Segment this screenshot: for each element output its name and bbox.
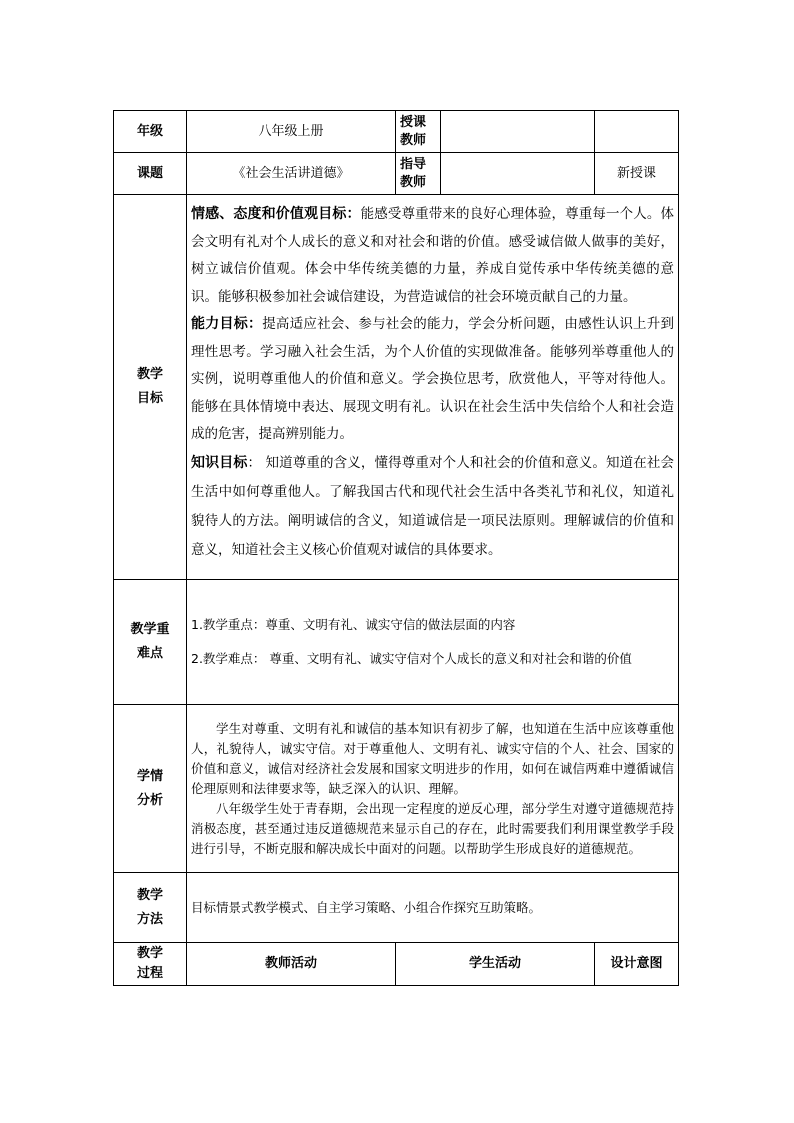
- lesson-type: 新授课: [595, 153, 679, 195]
- col-student-activity: 学生活动: [396, 943, 595, 986]
- emotion-title: 情感、态度和价值观目标：: [191, 206, 361, 222]
- objectives-row: [114, 195, 679, 580]
- objectives-content: [187, 195, 679, 580]
- analysis-content: [187, 705, 679, 873]
- topic-value: 《社会生活讲道德》: [187, 153, 396, 195]
- empty-cell: [595, 111, 679, 153]
- col-teacher-activity: 教师活动: [187, 943, 396, 986]
- advisor-value: [441, 153, 595, 195]
- analysis-para-1: 学生对尊重、文明有礼和诚信的基本知识有初步了解，也知道在生活中应该尊重他人，礼貌待人，诚实守信。对于尊重他人、文明有礼、诚实守信的个人、社会、国家的价值和意义，诚信对经济社会发展和国家文明进步的作用，如何在诚信两难中遵循诚信伦理原则和法律要求等，缺乏深入的认识、理解。: [191, 720, 675, 796]
- topic-row: [114, 153, 679, 195]
- process-row: [114, 943, 679, 986]
- grade-row: [114, 111, 679, 153]
- knowledge-text: ： 知道尊重的含义，懂得尊重对个人和社会的价值和意义。知道在社会生活中如何尊重他人。了解我国古代和现代社会生活中各类礼节和礼仪，知道礼貌待人的方法。阐明诚信的含义，知道诚信是一项民法原则。理解诚信的价值和意义，知道社会主义核心价值观对诚信的具体要求。: [191, 454, 675, 558]
- topic-label: 课题: [114, 153, 187, 195]
- ability-objective: [191, 311, 674, 449]
- key-points-content: [187, 580, 679, 705]
- col-design-intent: 设计意图: [595, 943, 679, 986]
- analysis-label: 学情分析: [114, 705, 187, 873]
- analysis-para-2: 八年级学生处于青春期，会出现一定程度的逆反心理，部分学生对遵守道德规范持消极态度，甚至通过违反道德规范来显示自己的存在，此时需要我们利用课堂教学手段进行引导，不断克服和解决成长中面对的问题。以帮助学生形成良好的道德规范。: [191, 800, 675, 856]
- analysis-row: [114, 705, 679, 873]
- emotion-objective: [191, 201, 674, 311]
- emotion-text: 能感受尊重带来的良好心理体验，尊重每一个人。体会文明有礼对个人成长的意义和对社会和谐的价值。感受诚信做人做事的美好，树立诚信价值观。体会中华传统美德的力量，养成自觉传承中华传统美德的意识。能够积极参加社会诚信建设，为营造诚信的社会环境贡献自己的力量。: [191, 206, 675, 305]
- key-point-2: 2.教学难点： 尊重、文明有礼、诚实守信对个人成长的意义和对社会和谐的价值: [191, 651, 632, 666]
- method-text: 目标情景式教学模式、自主学习策略、小组合作探究互助策略。: [187, 873, 679, 943]
- knowledge-objective: [191, 449, 674, 565]
- key-points-label: 教学重难点: [114, 580, 187, 705]
- teacher-value: [441, 111, 595, 153]
- objectives-label: 教学目标: [114, 195, 187, 580]
- advisor-label: 指导教师: [396, 153, 441, 195]
- key-point-1: 1.教学重点：尊重、文明有礼、诚实守信的做法层面的内容: [191, 617, 516, 632]
- ability-title: 能力目标：: [191, 316, 263, 332]
- teacher-label: 授课教师: [396, 111, 441, 153]
- grade-value: 八年级上册: [187, 111, 396, 153]
- lesson-plan-table: [113, 110, 679, 986]
- grade-label: 年级: [114, 111, 187, 153]
- knowledge-title: 知识目标: [191, 454, 248, 471]
- key-points-row: [114, 580, 679, 705]
- ability-text: 提高适应社会、参与社会的能力，学会分析问题，由感性认识上升到理性思考。学习融入社会生活，为个人价值的实现做准备。能够列举尊重他人的实例，说明尊重他人的价值和意义。学会换位思考，欣赏他人，平等对待他人。能够在具体情境中表达、展现文明有礼。认识在社会生活中失信给个人和社会造成的危害，提高辨别能力。: [191, 316, 675, 442]
- method-label: 教学方法: [114, 873, 187, 943]
- method-row: [114, 873, 679, 943]
- process-label: 教学过程: [114, 943, 187, 986]
